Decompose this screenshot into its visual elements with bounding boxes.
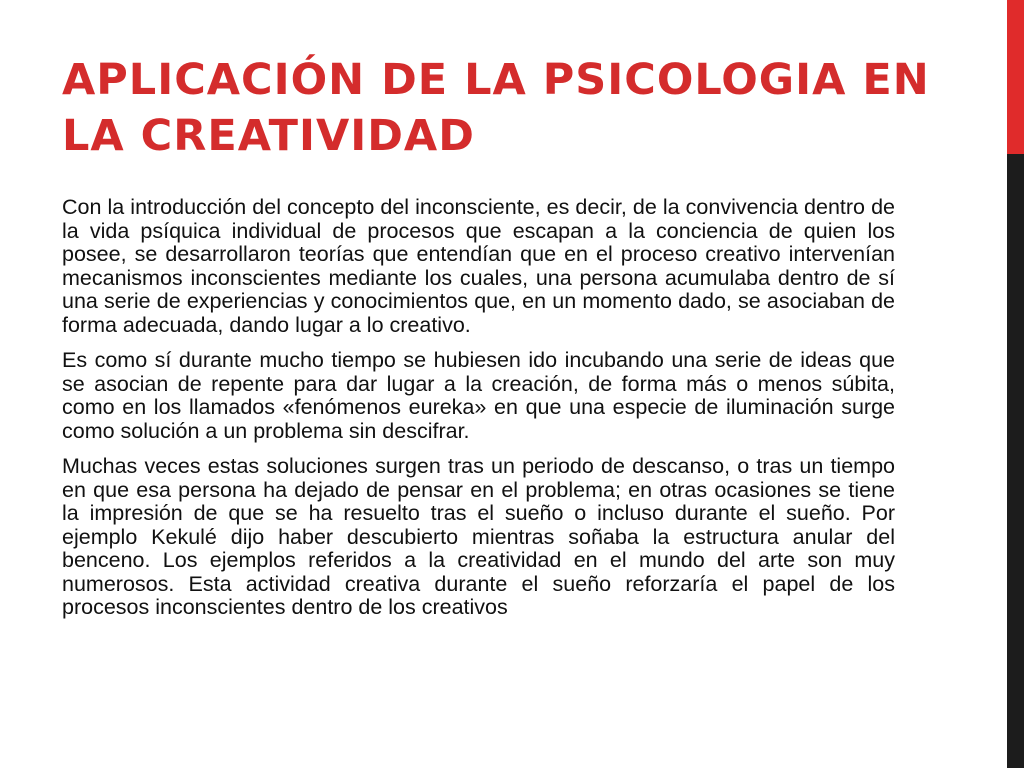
slide-body: [62, 196, 895, 632]
body-paragraph-3: Muchas veces estas soluciones surgen tras un periodo de descanso, o tras un tiempo en que esa persona ha dejado de pensar en el problema; en otras ocasiones se tiene la impresión de que se ha resuelto tras el sueño o incluso durante el sueño. Por ejemplo Kekulé dijo haber descubierto mientras soñaba la estructura anular del benceno. Los ejemplos referidos a la creatividad en el mundo del arte son muy numerosos. Esta actividad creativa durante el sueño reforzaría el papel de los procesos inconscientes dentro de los creativos: [62, 454, 895, 619]
accent-bar-red: [1007, 0, 1024, 154]
body-paragraph-2: Es como sí durante mucho tiempo se hubiesen ido incubando una serie de ideas que se asocian de repente para dar lugar a la creación, de forma más o menos súbita, como en los llamados «fenómenos eureka» en que una especie de iluminación surge como solución a un problema sin descifrar.: [62, 348, 895, 443]
slide-title: APLICACIÓN DE LA PSICOLOGIA EN LA CREATIVIDAD: [62, 55, 930, 161]
body-paragraph-1: Con la introducción del concepto del inconsciente, es decir, de la convivencia dentro de la vida psíquica individual de procesos que escapan a la conciencia de quien los posee, se desarrollaron teorías que entendían que en el proceso creativo intervenían mecanismos inconscientes mediante los cuales, una persona acumulaba dentro de sí una serie de experiencias y conocimientos que, en un momento dado, se asociaban de forma adecuada, dando lugar a lo creativo.: [62, 195, 895, 337]
accent-bar-dark: [1007, 154, 1024, 768]
